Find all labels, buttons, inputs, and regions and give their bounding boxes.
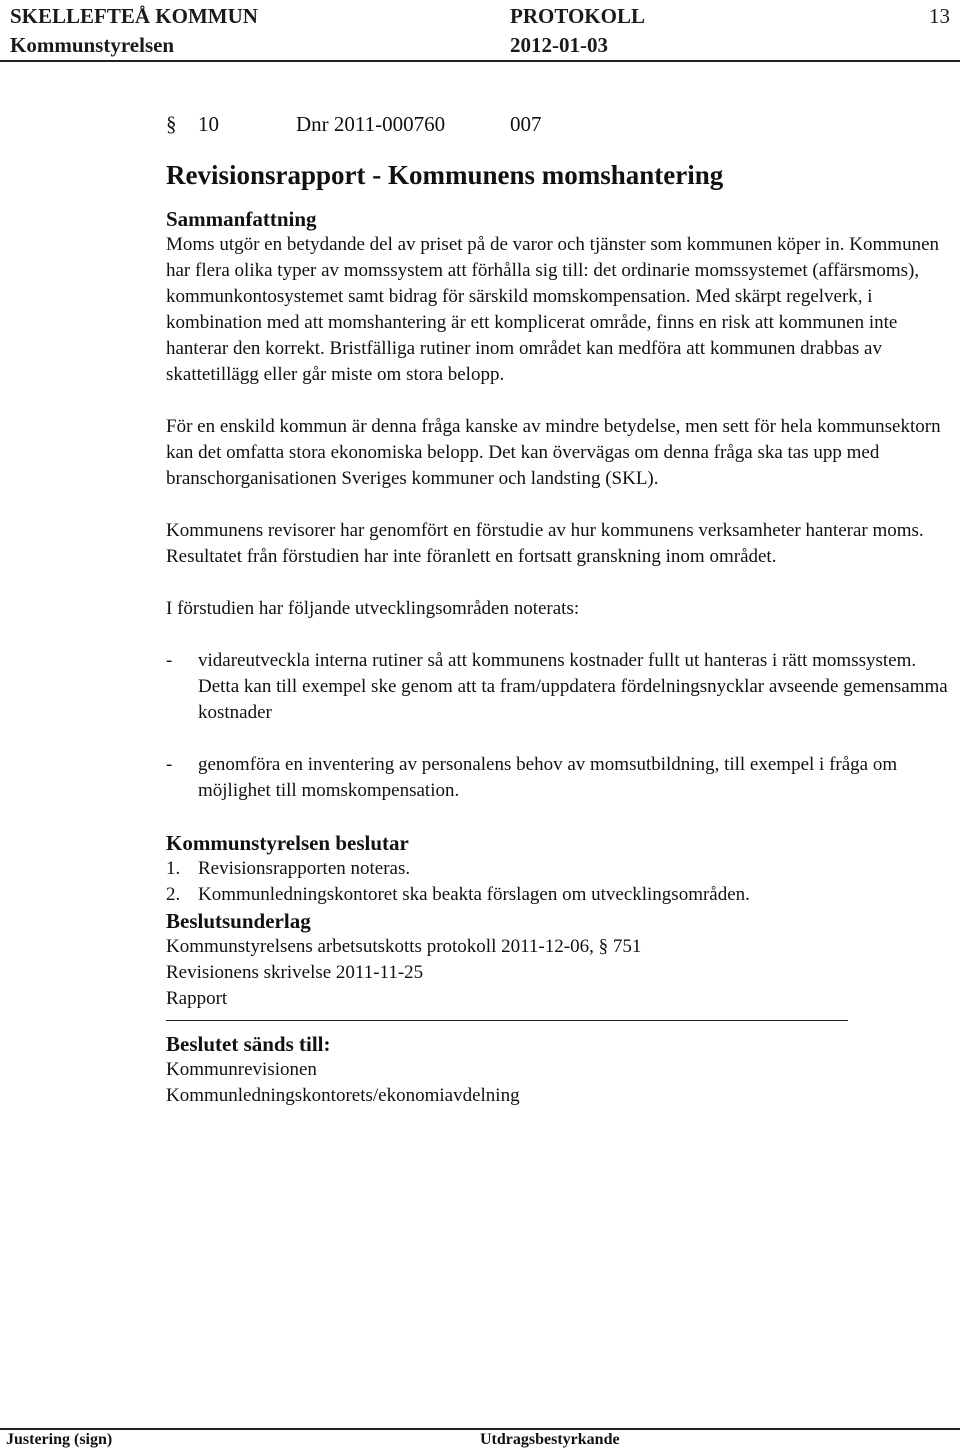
basis-heading: Beslutsunderlag [166,909,311,933]
list-item-text: genomföra en inventering av personalens behov av momsutbildning, till exempel i fråga om möjlighet till momskompensation. [198,754,898,801]
list-dash: - [166,754,173,775]
section-mark: § [166,112,177,136]
footer-justering: Justering (sign) [6,1431,113,1448]
separator-line [166,1020,848,1021]
page-footer [0,1428,960,1451]
footer-utdragsbestyrkande: Utdragsbestyrkande [480,1431,620,1448]
decision-text: Revisionsrapporten noteras. [198,858,411,879]
footer-rule [0,1428,960,1430]
summary-heading: Sammanfattning [166,207,317,231]
section-number: 10 [198,112,219,136]
sent-to-heading: Beslutet sänds till: [166,1032,331,1056]
decision-item [166,856,956,882]
header-doc-type: PROTOKOLL [510,4,645,28]
decision-heading: Kommunstyrelsen beslutar [166,831,409,855]
decision-item [166,882,956,908]
summary-paragraph-1: Moms utgör en betydande del av priset på de varor och tjänster som kommunen köper in. Kommunen har flera olika typer av momssystem att förhålla sig till: det ordinarie momssystemet (affärsmoms), kommunkontosystemet samt bidrag för särskild momskompensation. Med skärpt regelverk, i kombination med att momshantering är ett komplicerat område, finns en risk att kommunen inte hanterar den korrekt. Bristfälliga rutiner inom området kan medföra att kommunen drabbas av skattetillägg eller går miste om stora belopp. [166,234,940,385]
header-body: Kommunstyrelsen [10,33,175,57]
header-rule [0,60,960,62]
list-item [166,752,956,804]
list-item-text: vidareutveckla interna rutiner så att kommunens kostnader fullt ut hanteras i rätt momssystem. Detta kan till exempel ske genom att ta fram/uppdatera fördelningsnycklar avseende gemensamma kostnader [198,650,948,723]
page-header [0,0,960,62]
basis-item: Kommunstyrelsens arbetsutskotts protokoll 2011-12-06, § 751 [166,936,642,957]
recipient: Kommunrevisionen [166,1059,317,1080]
basis-item: Rapport [166,988,228,1009]
header-org: SKELLEFTEÅ KOMMUN [10,4,258,28]
summary-paragraph-2: För en enskild kommun är denna fråga kanske av mindre betydelse, men sett för hela kommunsektorn kan det omfatta stora ekonomiska belopp. Det kan övervägas om denna fråga ska tas upp med branschorganisationen Sveriges kommuner och landsting (SKL). [166,416,941,489]
section-reference [166,110,956,138]
document-title: Revisionsrapport - Kommunens momshantering [166,160,724,190]
recipient: Kommunledningskontorets/ekonomiavdelning [166,1085,520,1106]
header-page-number: 13 [929,4,950,28]
decision-text: Kommunledningskontoret ska beakta förslagen om utvecklingsområden. [198,884,750,905]
list-item [166,648,956,726]
list-dash: - [166,650,173,671]
decision-number: 2. [166,884,181,905]
header-date: 2012-01-03 [510,33,608,57]
basis-item: Revisionens skrivelse 2011-11-25 [166,962,424,983]
document-body [166,110,956,1109]
summary-paragraph-3: Kommunens revisorer har genomfört en förstudie av hur kommunens verksamheter hanterar moms. Resultatet från förstudien har inte föranlett en fortsatt granskning inom området. [166,520,924,567]
section-code: 007 [510,112,542,136]
diary-number: Dnr 2011-000760 [296,112,446,136]
development-areas-list [166,648,956,804]
decision-number: 1. [166,858,181,879]
summary-paragraph-4: I förstudien har följande utvecklingsområden noterats: [166,598,580,619]
